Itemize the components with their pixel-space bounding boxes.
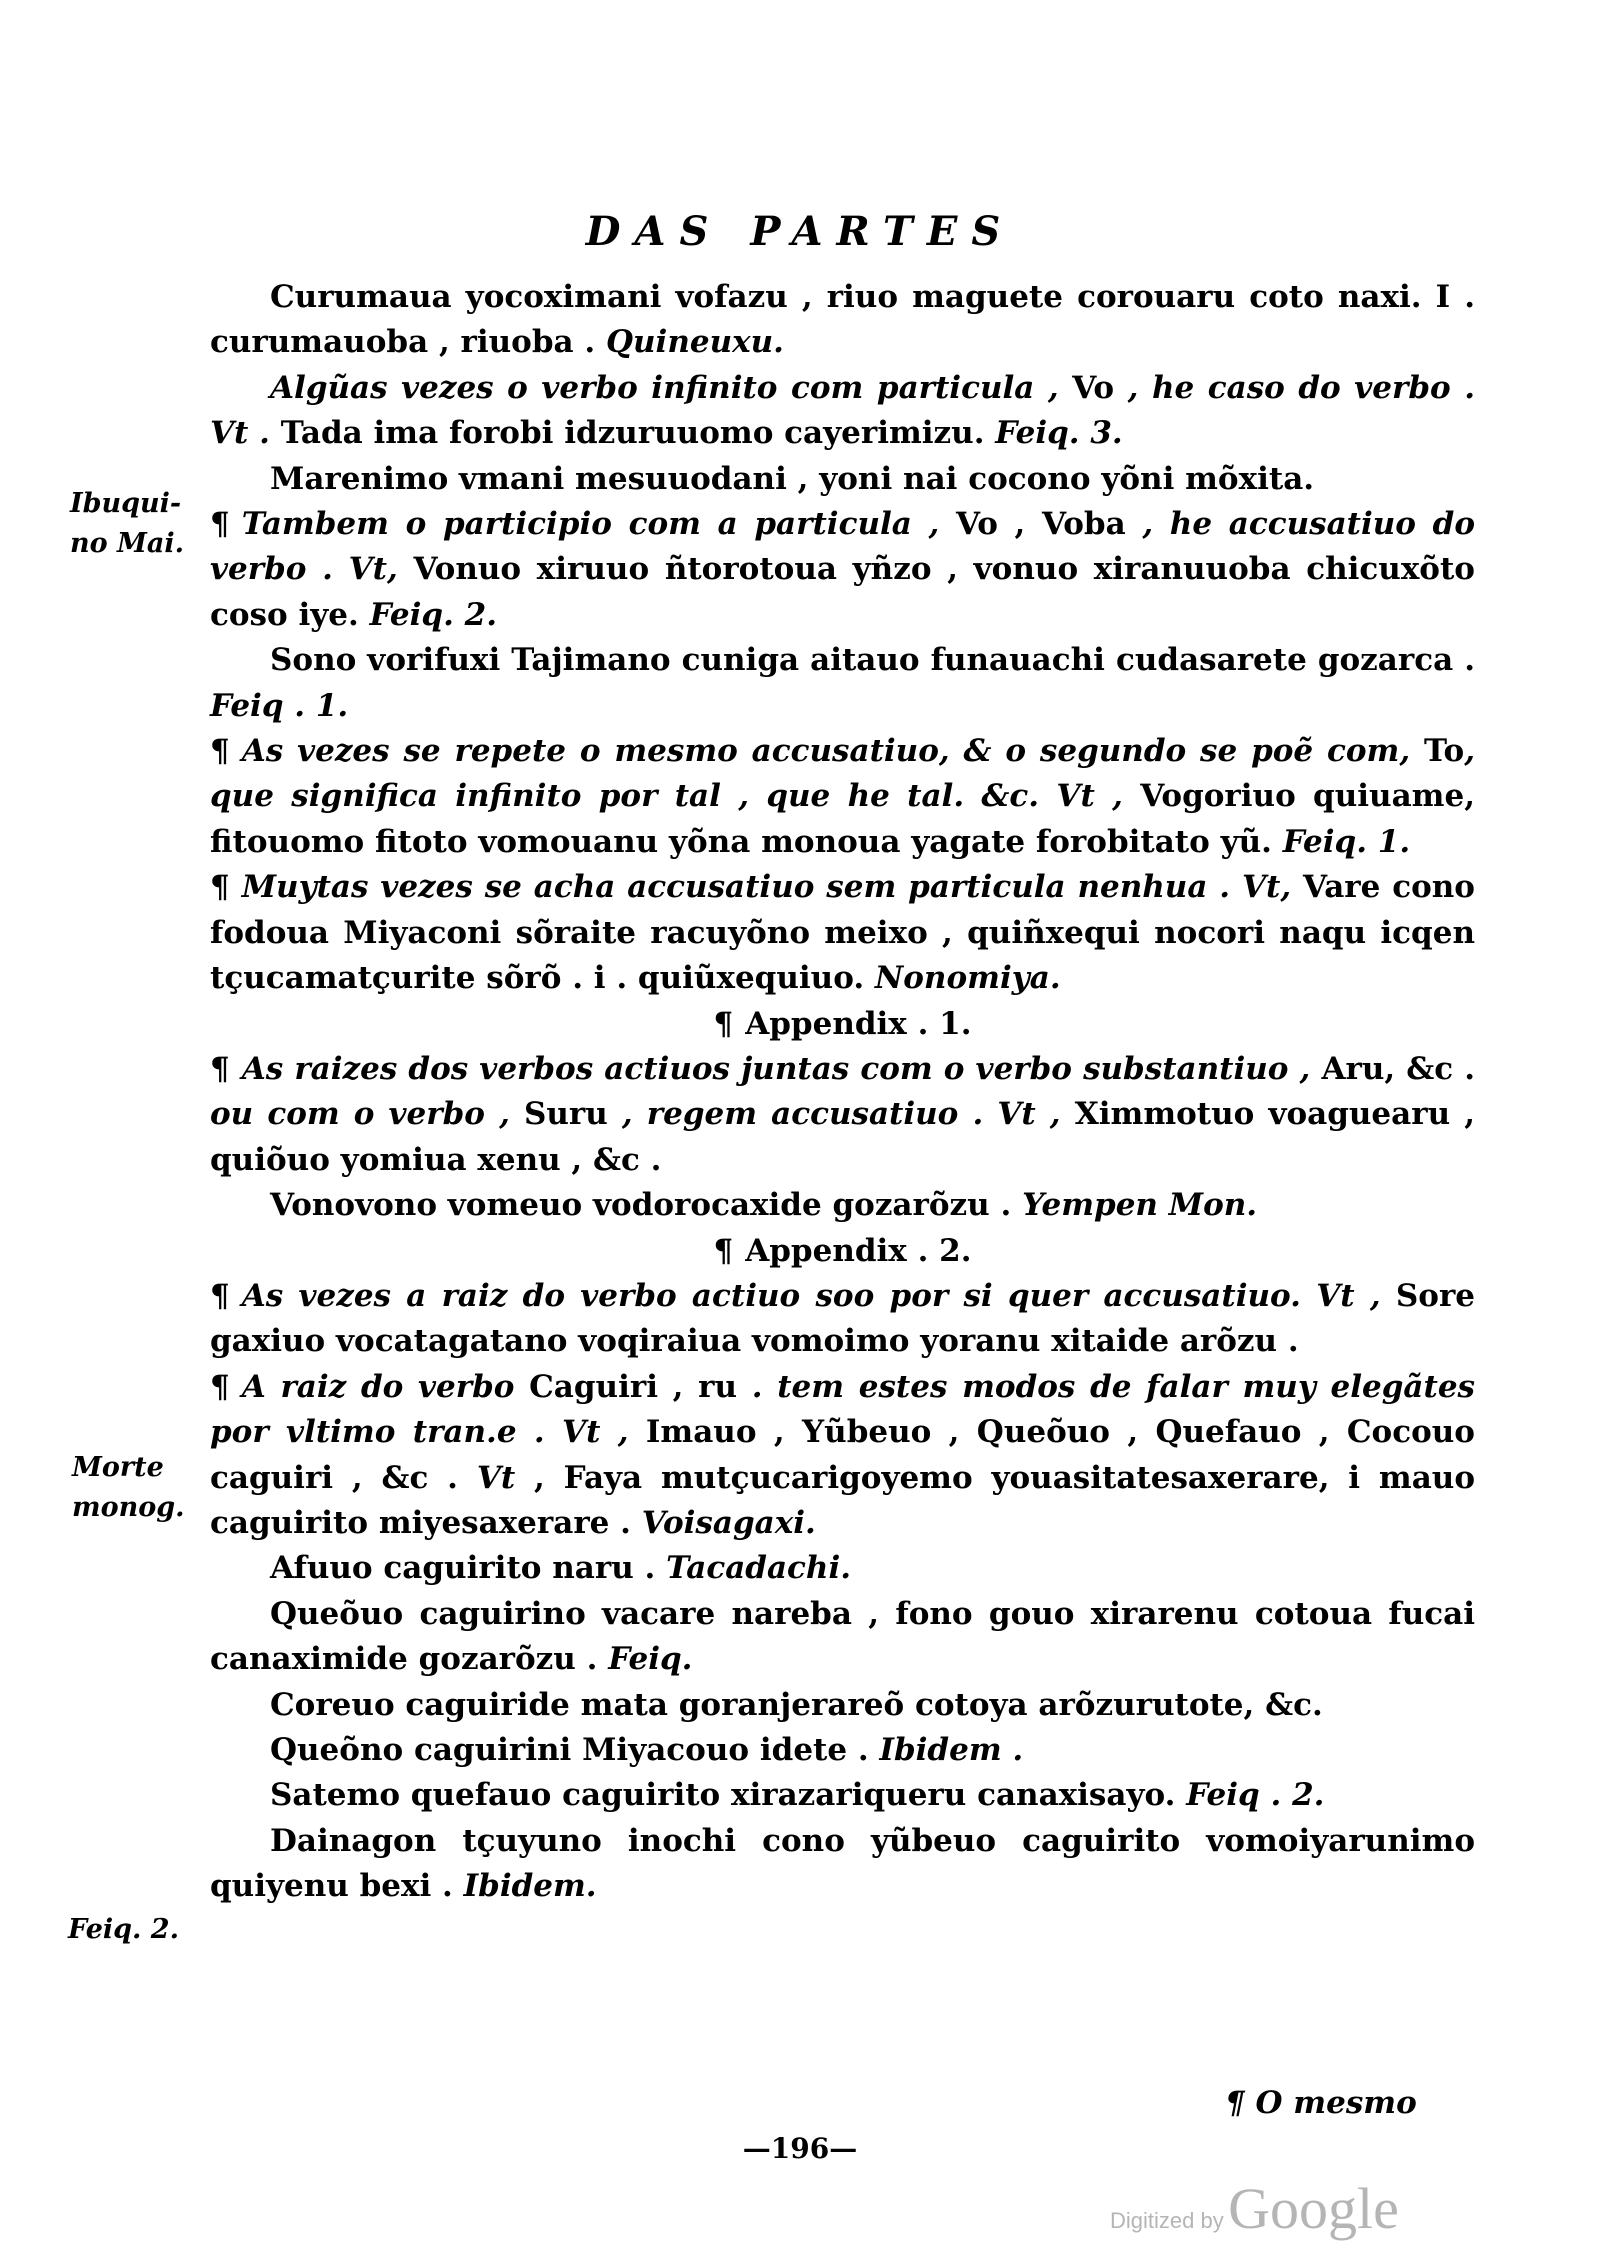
italic-text: Algũas vezes o verbo infinito com particula , bbox=[270, 369, 1073, 406]
roman-text: Caguiri , ru bbox=[529, 1368, 738, 1405]
italic-text: , he caso do verbo . Vt . bbox=[210, 369, 1475, 452]
paragraph bbox=[210, 1819, 1475, 1910]
italic-text: Feiq. 3. bbox=[995, 415, 1123, 452]
italic-text: Ibidem . bbox=[879, 1732, 1024, 1768]
paragraph bbox=[210, 1002, 1475, 1047]
paragraph bbox=[210, 1773, 1475, 1818]
pilcrow-icon: ¶ bbox=[210, 506, 230, 543]
italic-text: Vt bbox=[476, 1459, 516, 1496]
paragraph bbox=[210, 1546, 1475, 1591]
roman-text: , Faya mutçucarigoyemo youasitatesaxerare, i mauo caguirito miyesaxerare . bbox=[210, 1459, 1476, 1541]
paragraph bbox=[210, 1274, 1475, 1365]
italic-text: Muytas vezes se acha accusatiuo sem particula nenhua . Vt, bbox=[241, 869, 1303, 906]
italic-text: , que significa infinito por tal , que he tal. &c. Vt , bbox=[210, 733, 1475, 815]
watermark-prefix: Digitized by bbox=[1110, 2208, 1224, 2233]
italic-text: Yempen Mon. bbox=[1022, 1187, 1258, 1224]
marginal-note-line: monog. bbox=[72, 1492, 185, 1523]
roman-text: Vonuo xiruuo ñtorotoua yñzo , vonuo xiranuuoba chicuxõto coso iye. bbox=[210, 551, 1475, 633]
italic-text: . tem estes modos de falar muy elegãtes por vltimo tran.e . Vt , bbox=[210, 1368, 1475, 1451]
pilcrow-icon: ¶ bbox=[210, 1050, 230, 1087]
roman-text: Afuuo caguirito naru . bbox=[270, 1550, 667, 1587]
roman-text: Coreuo caguiride mata goranjerareõ cotoya arõzurutote, &c. bbox=[270, 1686, 1323, 1723]
roman-text: Vonovono vomeuo vodorocaxide gozarõzu . bbox=[270, 1187, 1023, 1224]
roman-text: Ximmotuo voaguearu , quiõuo yomiua xenu , &c . bbox=[210, 1096, 1476, 1178]
roman-text: Appendix . 1. bbox=[745, 1005, 972, 1042]
paragraph bbox=[210, 1592, 1475, 1683]
italic-text: Voisagaxi. bbox=[641, 1504, 816, 1541]
pilcrow-icon: ¶ bbox=[210, 1368, 230, 1405]
marginal-note bbox=[70, 484, 184, 564]
pilcrow-icon: ¶ bbox=[713, 1232, 734, 1269]
marginal-note-line: Morte bbox=[72, 1452, 164, 1483]
roman-text: Appendix . 2. bbox=[745, 1232, 972, 1269]
pilcrow-icon: ¶ bbox=[210, 1277, 230, 1314]
roman-text: Vare cono fodoua Miyaconi sõraite racuyõno meixo , quiñxequi nocori naqu icqen tçucamatçurite sõrõ . i . quiũxequiuo. bbox=[210, 869, 1475, 997]
italic-text: Feiq . 1. bbox=[210, 687, 349, 724]
paragraph bbox=[210, 729, 1475, 865]
marginal-note-line: Feiq. 2. bbox=[68, 1914, 179, 1945]
paragraph bbox=[210, 865, 1475, 1001]
pilcrow-icon: ¶ bbox=[713, 1005, 734, 1042]
catchword: ¶ O mesmo bbox=[1225, 2085, 1417, 2121]
roman-text: Suru bbox=[523, 1096, 608, 1133]
roman-text: Imauo , Yũbeuo , Queõuo , Quefauo , Cocouo caguiri , &c . bbox=[210, 1414, 1475, 1496]
roman-text: Vogoriuo quiuame, fitouomo fitoto vomouanu yõna monoua yagate forobitato yũ. bbox=[210, 778, 1475, 860]
marginal-note-line: no Mai. bbox=[70, 528, 185, 559]
paragraph bbox=[210, 457, 1475, 502]
roman-text: Tada ima forobi idzuruuomo cayerimizu. bbox=[280, 415, 996, 452]
paragraph bbox=[210, 275, 1475, 366]
paragraph bbox=[210, 1183, 1475, 1228]
italic-text: A raiz do verbo bbox=[241, 1368, 530, 1405]
paragraph bbox=[210, 502, 1475, 638]
paragraph bbox=[210, 1229, 1475, 1274]
paragraph bbox=[210, 1047, 1475, 1183]
roman-text: Marenimo vmani mesuuodani , yoni nai cocono yõni mõxita. bbox=[270, 460, 1315, 497]
roman-text: Vo bbox=[1072, 369, 1115, 406]
italic-text: , regem accusatiuo . Vt , bbox=[607, 1096, 1075, 1133]
roman-text: Dainagon tçuyuno inochi cono yũbeuo caguirito vomoiyarunimo quiyenu bexi . bbox=[210, 1822, 1475, 1905]
roman-text: Aru, &c . bbox=[1321, 1050, 1475, 1087]
marginal-note bbox=[72, 1448, 185, 1528]
running-header: DAS PARTES bbox=[585, 208, 1015, 255]
roman-text: Sore gaxiuo vocatagatano voqiraiua vomoimo yoranu xitaide arõzu . bbox=[210, 1277, 1475, 1360]
digitized-watermark bbox=[1110, 2175, 1399, 2242]
body-text bbox=[210, 275, 1475, 1910]
roman-text: Queõno caguirini Miyacouo idete . bbox=[270, 1732, 880, 1768]
italic-text: Feiq . 2. bbox=[1186, 1777, 1325, 1814]
italic-text: Ibidem. bbox=[463, 1868, 597, 1905]
italic-text: Nonomiya. bbox=[874, 960, 1061, 997]
roman-text: Vo , Voba bbox=[956, 506, 1126, 543]
italic-text: Feiq. bbox=[608, 1641, 693, 1678]
pilcrow-icon: ¶ bbox=[210, 869, 230, 906]
paragraph bbox=[210, 1683, 1475, 1728]
italic-text: As raizes dos verbos actiuos juntas com o verbo substantiuo , bbox=[241, 1050, 1322, 1087]
italic-text: Tacadachi. bbox=[666, 1550, 852, 1587]
italic-text: Tambem o participio com a particula , bbox=[241, 506, 956, 543]
roman-text: Sono vorifuxi Tajimano cuniga aitauo funauachi cudasarete gozarca . bbox=[270, 642, 1475, 679]
paragraph bbox=[210, 1728, 1475, 1773]
italic-text: As vezes a raiz do verbo actiuo soo por si quer accusatiuo. Vt , bbox=[241, 1277, 1396, 1314]
page-number: —196— bbox=[742, 2132, 858, 2165]
italic-text: , he accusatiuo do verbo . Vt, bbox=[210, 506, 1475, 588]
paragraph bbox=[210, 638, 1475, 729]
italic-text: Quineuxu. bbox=[606, 324, 784, 361]
pilcrow-icon: ¶ bbox=[210, 733, 230, 770]
roman-text: Curumaua yocoximani vofazu , riuo maguete corouaru coto naxi. I . curumauoba , riuoba . bbox=[210, 279, 1475, 361]
marginal-note bbox=[68, 1910, 179, 1950]
italic-text: Feiq. 1. bbox=[1282, 823, 1411, 860]
paragraph bbox=[210, 1365, 1475, 1547]
roman-text: To bbox=[1424, 733, 1465, 770]
paragraph bbox=[210, 366, 1475, 457]
italic-text: ou com o verbo , bbox=[210, 1096, 524, 1133]
italic-text: Feiq. 2. bbox=[369, 596, 498, 633]
roman-text: Satemo quefauo caguirito xirazariqueru canaxisayo. bbox=[270, 1777, 1187, 1814]
roman-text: Queõuo caguirino vacare nareba , fono gouo xirarenu cotoua fucai canaximide gozarõzu . bbox=[210, 1595, 1475, 1678]
watermark-brand: Google bbox=[1228, 2176, 1399, 2241]
italic-text: As vezes se repete o mesmo accusatiuo, & o segundo se poẽ com, bbox=[241, 733, 1424, 770]
marginal-note-line: Ibuqui- bbox=[70, 488, 182, 519]
